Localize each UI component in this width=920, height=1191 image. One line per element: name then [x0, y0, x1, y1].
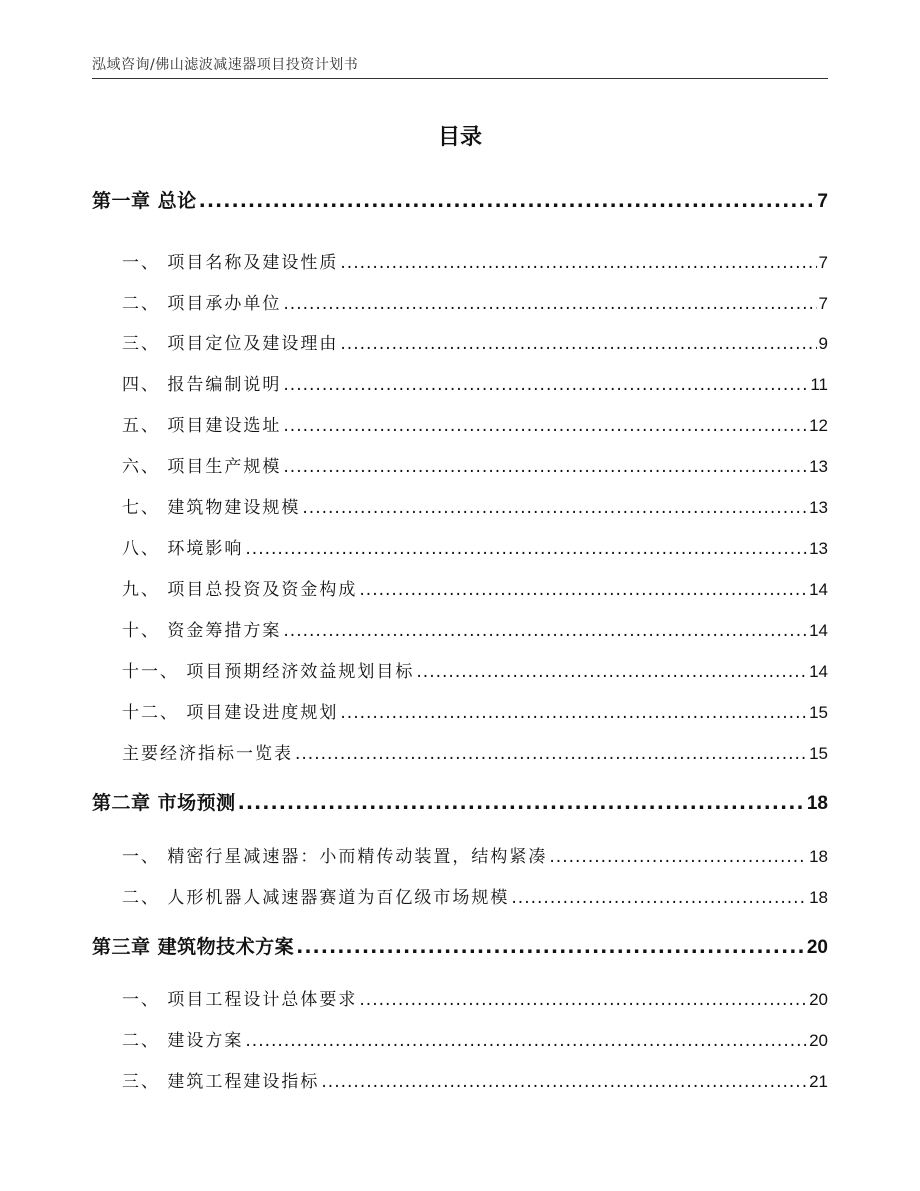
toc-section[interactable] — [92, 842, 828, 867]
toc-section[interactable] — [92, 1067, 828, 1092]
toc-entry-text: 二、 建设方案 — [122, 1031, 244, 1051]
toc-leader-dots — [340, 253, 816, 273]
toc-entry-text: 二、 人形机器人减速器赛道为百亿级市场规模 — [122, 888, 510, 908]
toc-entry-text: 一、 项目名称及建设性质 — [122, 253, 339, 273]
header-divider — [92, 78, 828, 79]
toc-page-number: 7 — [817, 191, 828, 212]
toc-chapter[interactable] — [92, 186, 828, 213]
toc-leader-dots — [296, 936, 805, 958]
toc-section[interactable] — [92, 289, 828, 314]
toc-leader-dots — [245, 539, 807, 559]
toc-page-number: 7 — [818, 294, 828, 313]
toc-page-number: 14 — [809, 662, 828, 681]
toc-section[interactable] — [92, 493, 828, 518]
toc-page-number: 12 — [809, 416, 828, 435]
toc-entry-text: 六、 项目生产规模 — [122, 457, 282, 477]
toc-section[interactable] — [92, 883, 828, 908]
toc-entry-text: 三、 项目定位及建设理由 — [122, 334, 339, 354]
toc-page-number: 20 — [806, 937, 828, 958]
toc-page-number: 14 — [809, 621, 828, 640]
toc-entry-text: 第三章 建筑物技术方案 — [92, 936, 295, 958]
toc-entry-text: 七、 建筑物建设规模 — [122, 498, 301, 518]
toc-leader-dots — [283, 294, 816, 314]
toc-entry-text: 四、 报告编制说明 — [122, 375, 282, 395]
toc-page-number: 13 — [809, 498, 828, 517]
toc-page-number: 11 — [810, 375, 828, 394]
toc-leader-dots — [511, 888, 807, 908]
toc-section[interactable] — [92, 329, 828, 354]
toc-page-number: 18 — [809, 847, 828, 866]
toc-chapter[interactable] — [92, 788, 828, 815]
toc-entry-text: 二、 项目承办单位 — [122, 294, 282, 314]
toc-page-number: 13 — [809, 457, 828, 476]
toc-entry-text: 五、 项目建设选址 — [122, 416, 282, 436]
toc-entry-text: 十二、 项目建设进度规划 — [122, 703, 339, 723]
toc-leader-dots — [295, 744, 807, 764]
toc-section[interactable] — [92, 370, 828, 395]
toc-page-number: 18 — [809, 888, 828, 907]
toc-section[interactable] — [92, 698, 828, 723]
toc-section[interactable] — [92, 452, 828, 477]
toc-leader-dots — [283, 416, 807, 436]
toc-page-number: 18 — [806, 793, 828, 814]
toc-leader-dots — [549, 847, 807, 867]
toc-chapter[interactable] — [92, 932, 828, 959]
toc-leader-dots — [321, 1072, 807, 1092]
toc-leader-dots — [245, 1031, 807, 1051]
toc-page-number: 9 — [818, 334, 828, 353]
toc-leader-dots — [340, 334, 816, 354]
toc-leader-dots — [302, 498, 807, 518]
toc-entry-text: 一、 项目工程设计总体要求 — [122, 990, 358, 1010]
toc-leader-dots — [416, 662, 807, 682]
toc-page-number: 15 — [809, 744, 828, 763]
toc-section[interactable] — [92, 1026, 828, 1051]
toc-section[interactable] — [92, 248, 828, 273]
toc-entry-text: 九、 项目总投资及资金构成 — [122, 580, 358, 600]
toc-leader-dots — [283, 375, 808, 395]
toc-section[interactable] — [92, 739, 828, 764]
toc-leader-dots — [340, 703, 807, 723]
toc-page-number: 15 — [809, 703, 828, 722]
toc-page-number: 20 — [809, 1031, 828, 1050]
toc-title: 目录 — [437, 125, 482, 150]
toc-leader-dots — [238, 792, 805, 814]
toc-entry-text: 第一章 总论 — [92, 190, 197, 212]
toc-leader-dots — [283, 457, 807, 477]
toc-entry-text: 第二章 市场预测 — [92, 792, 236, 814]
toc-page-number: 13 — [809, 539, 828, 558]
toc-page-number: 7 — [818, 253, 828, 272]
toc-section[interactable] — [92, 411, 828, 436]
toc-leader-dots — [359, 990, 807, 1010]
toc-page-number: 20 — [809, 990, 828, 1009]
toc-section[interactable] — [92, 657, 828, 682]
toc-section[interactable] — [92, 985, 828, 1010]
toc-page-number: 21 — [809, 1072, 828, 1091]
toc-entry-text: 三、 建筑工程建设指标 — [122, 1072, 320, 1092]
toc-entry-text: 主要经济指标一览表 — [122, 744, 293, 764]
toc-leader-dots — [359, 580, 807, 600]
toc-entry-text: 十、 资金筹措方案 — [122, 621, 282, 641]
toc-entry-text: 一、 精密行星减速器：小而精传动装置，结构紧凑 — [122, 847, 548, 867]
toc-entry-text: 十一、 项目预期经济效益规划目标 — [122, 662, 415, 682]
toc-section[interactable] — [92, 616, 828, 641]
toc-section[interactable] — [92, 534, 828, 559]
toc-entry-text: 八、 环境影响 — [122, 539, 244, 559]
toc-leader-dots — [199, 190, 816, 212]
toc-page-number: 14 — [809, 580, 828, 599]
toc-leader-dots — [283, 621, 807, 641]
toc-section[interactable] — [92, 575, 828, 600]
running-header: 泓域咨询/佛山滤波减速器项目投资计划书 — [92, 57, 359, 73]
